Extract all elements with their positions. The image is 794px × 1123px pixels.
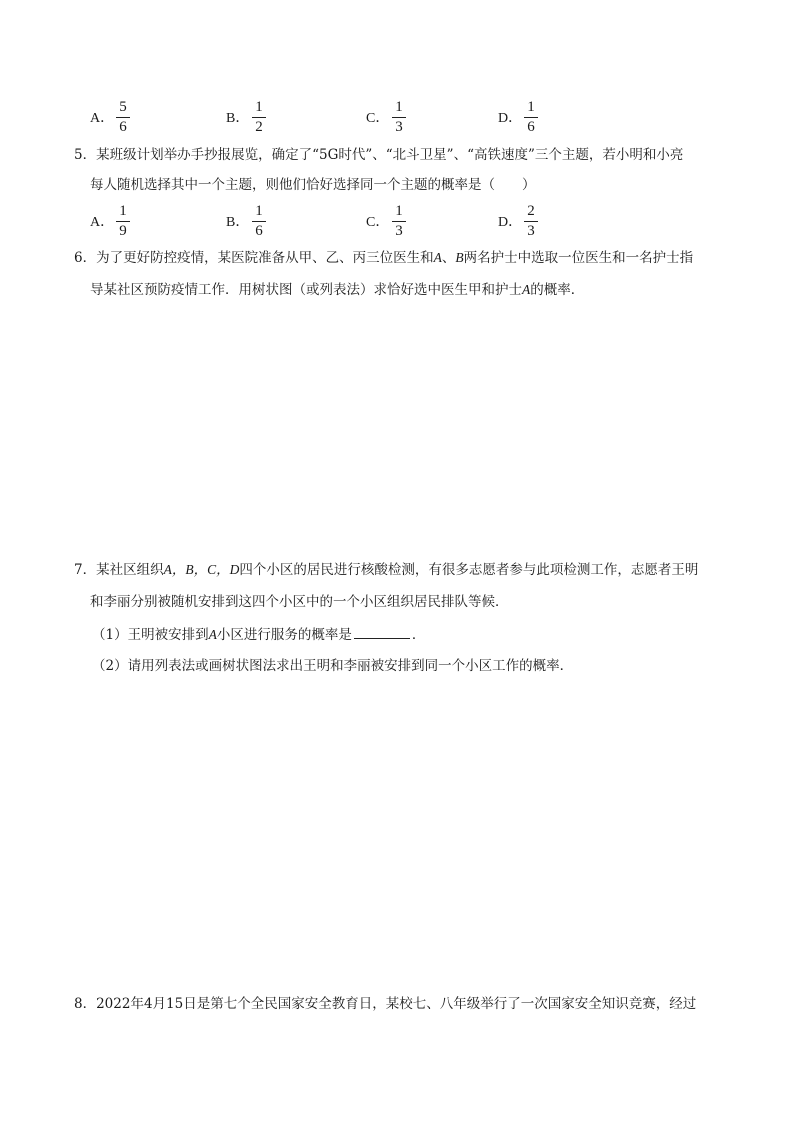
- q7-text: 小区进行服务的概率是: [216, 627, 352, 643]
- q6-text: 两名护士中选取一位医生和一名护士指: [463, 250, 694, 266]
- denominator: 6: [252, 221, 266, 239]
- fraction: [392, 204, 406, 239]
- fraction: [252, 100, 266, 135]
- denominator: 3: [392, 117, 406, 135]
- separator: 、: [441, 250, 456, 266]
- numerator: 1: [395, 202, 403, 219]
- fraction: [116, 100, 130, 135]
- nurse-a-label: A: [522, 282, 531, 297]
- numerator: 1: [395, 98, 403, 115]
- q5-option-c[interactable]: [366, 199, 406, 243]
- option-letter: D．: [498, 215, 523, 230]
- denominator: 6: [116, 117, 130, 135]
- denominator: 9: [116, 221, 130, 239]
- option-letter: C．: [366, 111, 390, 126]
- community-letters: A，B，C，D: [163, 562, 240, 577]
- denominator: 2: [252, 117, 266, 135]
- q4-option-d[interactable]: [498, 95, 538, 139]
- nurse-b-label: B: [455, 250, 464, 265]
- option-letter: D．: [498, 111, 523, 126]
- numerator: 1: [255, 98, 263, 115]
- q7-text: ．: [411, 627, 426, 643]
- option-letter: A．: [90, 111, 115, 126]
- q7-stem-line2: 和李丽分别被随机安排到这四个小区中的一个小区组织居民排队等候．: [90, 594, 509, 610]
- denominator: 3: [392, 221, 406, 239]
- q7-stem-line1: [74, 560, 698, 580]
- numerator: 5: [119, 98, 127, 115]
- numerator: 2: [527, 202, 535, 219]
- fraction: [524, 204, 538, 239]
- q4-option-b[interactable]: [226, 95, 266, 139]
- q5-option-a[interactable]: [90, 199, 130, 243]
- q4-option-c[interactable]: [366, 95, 406, 139]
- numerator: 1: [119, 202, 127, 219]
- q6-stem-line2: [90, 280, 584, 300]
- fraction: [252, 204, 266, 239]
- q4-options: [90, 95, 690, 139]
- q5-option-d[interactable]: [498, 199, 538, 243]
- fraction: [116, 204, 130, 239]
- q4-option-a[interactable]: [90, 95, 130, 139]
- answer-blank[interactable]: [354, 624, 410, 639]
- fraction: [392, 100, 406, 135]
- q7-text: （1）王明被安排到: [92, 627, 209, 643]
- community-a-label: A: [208, 627, 217, 642]
- q6-text: 6．为了更好防控疫情，某医院准备从甲、乙、丙三位医生和: [74, 250, 434, 266]
- q6-text: 的概率．: [530, 282, 585, 298]
- q6-stem-line1: [74, 248, 693, 268]
- fraction: [524, 100, 538, 135]
- denominator: 3: [524, 221, 538, 239]
- q5-option-b[interactable]: [226, 199, 266, 243]
- q7-text: 四个小区的居民进行核酸检测，有很多志愿者参与此项检测工作，志愿者王明: [239, 562, 699, 578]
- q7-subquestion-1: [92, 624, 425, 645]
- numerator: 1: [255, 202, 263, 219]
- q6-text: 导某社区预防疫情工作．用树状图（或列表法）求恰好选中医生甲和护士: [90, 282, 522, 298]
- q5-stem-line1: 5．某班级计划举办手抄报展览，确定了“5G时代”、“北斗卫星”、“高铁速度”三个主题，若小明和小亮: [74, 147, 684, 163]
- denominator: 6: [524, 117, 538, 135]
- numerator: 1: [527, 98, 535, 115]
- option-letter: B．: [226, 215, 250, 230]
- q8-stem-line1: 8．2022年4月15日是第七个全民国家安全教育日，某校七、八年级举行了一次国家安全知识竞赛，经过: [74, 996, 697, 1012]
- option-letter: A．: [90, 215, 115, 230]
- q5-stem-line2: 每人随机选择其中一个主题，则他们恰好选择同一个主题的概率是（ ）: [90, 177, 536, 193]
- option-letter: C．: [366, 215, 390, 230]
- nurse-a-label: A: [433, 250, 442, 265]
- q5-options: [90, 199, 690, 243]
- option-letter: B．: [226, 111, 250, 126]
- q7-subquestion-2: （2）请用列表法或画树状图法求出王明和李丽被安排到同一个小区工作的概率．: [92, 658, 574, 674]
- q7-text: 7．某社区组织: [74, 562, 164, 578]
